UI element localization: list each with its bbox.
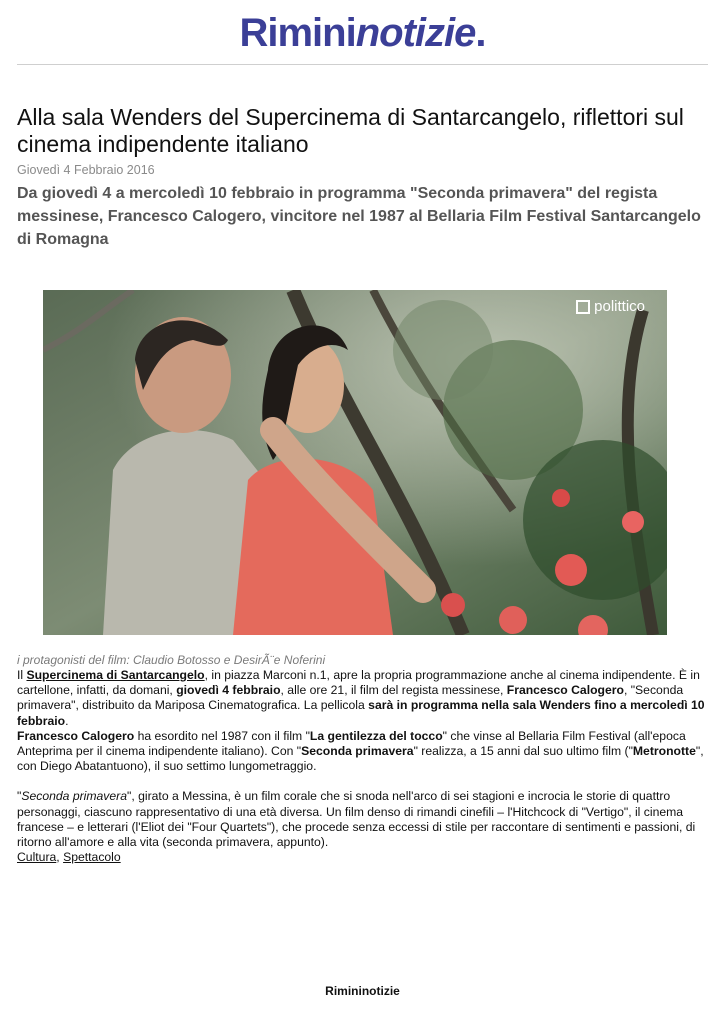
photo-watermark xyxy=(576,298,645,315)
text-segment: , "Seconda primavera", distribuito da Mariposa Cinematografica. La pellicola xyxy=(17,683,684,713)
paragraph-2 xyxy=(17,729,711,775)
logo-dot: . xyxy=(475,11,486,55)
logo-part-notizie: notizie xyxy=(355,11,476,55)
footer-part2: notizie xyxy=(361,984,400,998)
logo-part-rimini: Rimini xyxy=(239,11,356,55)
site-logo[interactable] xyxy=(239,10,485,56)
paragraph-1 xyxy=(17,668,711,729)
bold-director: Francesco Calogero xyxy=(17,728,135,743)
site-header xyxy=(0,10,725,56)
article-photo xyxy=(43,290,667,635)
text-segment: ", con Diego Abatantuono), il suo settimo lungometraggio. xyxy=(17,744,704,774)
photo-caption: i protagonisti del film: Claudio Botosso e DesirÃ¨e Noferini xyxy=(17,653,326,667)
text-segment: ha esordito nel 1987 con il film " xyxy=(134,728,310,743)
footer-part1: Rimini xyxy=(325,984,362,998)
text-segment: , alle ore 21, il film del regista messinese, xyxy=(280,683,507,698)
tag-link-spettacolo[interactable]: Spettacolo xyxy=(63,850,121,865)
text-segment: ", girato a Messina, è un film corale che si snoda nell'arco di sei stagioni e incrocia le storie di quattro personaggi, ciascuno rappresentativo di una età diversa. Un film denso di rimandi cinefili – l'Hitchcock di "Vertigo", il cinema francese – e letterari (l'Eliot dei "Four Quartets"), che procede senza eccessi di stile per raccontare di sentimenti e passioni, di ritorno all'amore e alla vita (seconda primavera, appunto). xyxy=(17,789,696,850)
bold-date: giovedì 4 febbraio xyxy=(176,683,281,698)
text-segment: Il xyxy=(17,668,27,682)
link-supercinema[interactable]: Supercinema di Santarcangelo xyxy=(26,668,205,682)
bold-schedule: sarà in programma nella sala Wenders fino a mercoledì 10 febbraio xyxy=(17,698,705,728)
text-segment: " xyxy=(17,789,22,804)
article-title: Alla sala Wenders del Supercinema di Santarcangelo, riflettori sul cinema indipendente italiano xyxy=(17,104,684,157)
text-segment: " che vinse al Bellaria Film Festival (all'epoca Anteprima per il cinema indipendente italiano). Con " xyxy=(17,728,686,759)
article-date: Giovedì 4 Febbraio 2016 xyxy=(17,163,155,177)
bold-director: Francesco Calogero xyxy=(506,683,624,698)
article-body xyxy=(17,668,711,865)
paragraph-3 xyxy=(17,789,711,850)
footer-site-name xyxy=(0,984,725,998)
watermark-text: polittico xyxy=(594,298,645,315)
polittico-logo-icon xyxy=(576,300,590,314)
text-segment: . xyxy=(65,713,69,728)
italic-film-title: Seconda primavera xyxy=(21,789,128,804)
bold-film-title: La gentilezza del tocco xyxy=(309,728,443,743)
text-segment: " realizza, a 15 anni dal suo ultimo film (" xyxy=(413,744,633,759)
bold-film-title: Seconda primavera xyxy=(301,744,414,759)
article-subtitle: Da giovedì 4 a mercoledì 10 febbraio in programma "Seconda primavera" del regista messinese, Francesco Calogero, vincitore nel 1987 al Bellaria Film Festival Santarcangelo di Romagna xyxy=(17,185,701,248)
header-divider xyxy=(17,64,708,65)
tag-separator: , xyxy=(56,850,64,865)
paragraph-gap xyxy=(17,774,711,789)
bold-film-title: Metronotte xyxy=(632,744,696,759)
tag-link-cultura[interactable]: Cultura xyxy=(17,850,57,865)
tags-line xyxy=(17,850,711,865)
text-segment: , in piazza Marconi n.1, apre la propria programmazione anche al cinema indipendente. È in cartellone, infatti, da domani, xyxy=(17,668,700,698)
photo-illustration xyxy=(43,290,667,635)
